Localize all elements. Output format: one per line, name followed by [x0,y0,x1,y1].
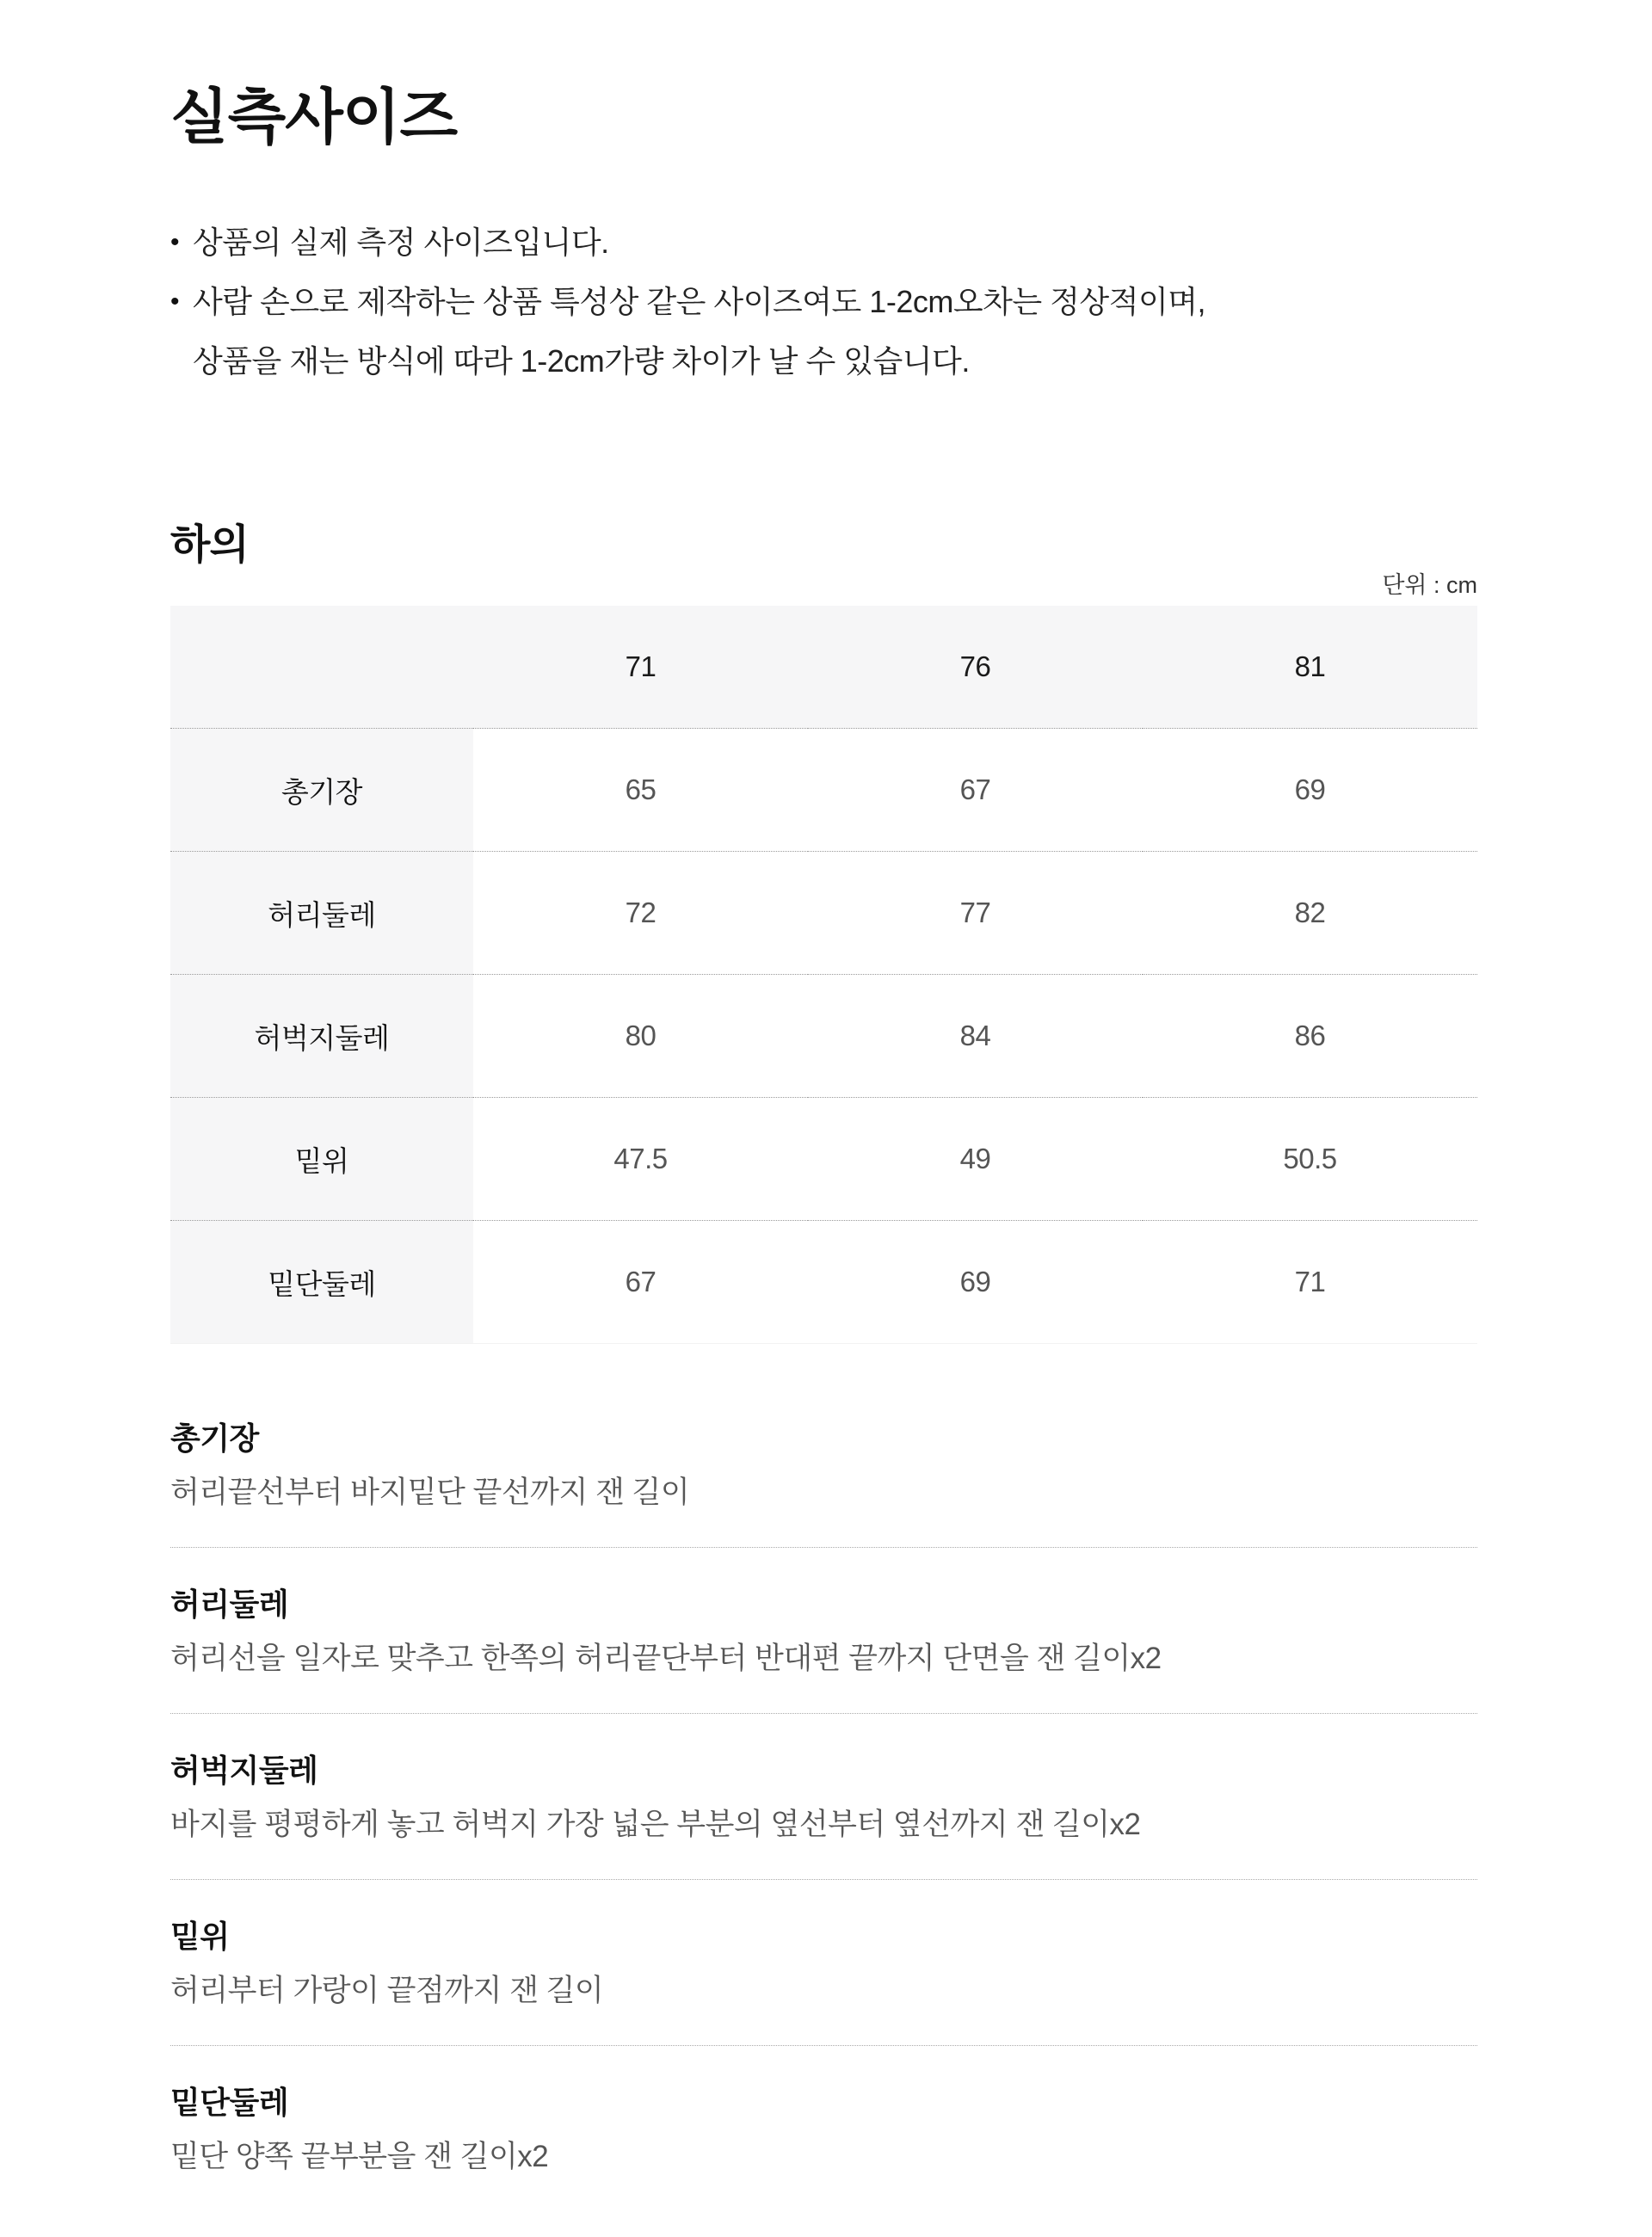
size-value: 47.5 [473,1098,808,1221]
definition-description: 허리끝선부터 바지밑단 끝선까지 잰 길이 [170,1476,690,1509]
definition-term: 허리둘레 [170,1587,289,1622]
row-label: 밑위 [170,1098,473,1221]
size-value: 67 [473,1221,808,1344]
definition-description: 바지를 평평하게 놓고 허벅지 가장 넓은 부분의 옆선부터 옆선까지 잰 길이x2 [170,1808,1141,1841]
size-value: 80 [473,975,808,1098]
column-header-size-76: 76 [808,606,1143,729]
size-value: 67 [808,729,1143,852]
size-value: 49 [808,1098,1143,1221]
notice-list [170,213,1477,391]
corner-cell [170,606,473,729]
notice-item-continuation: 상품을 재는 방식에 따라 1-2cm가량 차이가 날 수 있습니다. [193,343,970,379]
size-value: 77 [808,852,1143,975]
notice-item: • 사람 손으로 제작하는 상품 특성상 같은 사이즈여도 1-2cm오차는 정상적이며, [170,272,1477,331]
row-label: 허벅지둘레 [170,975,473,1098]
page-title: 실측사이즈 [170,83,458,151]
definition-term: 밑위 [170,1919,230,1954]
table-row [170,1098,1477,1221]
row-label: 총기장 [170,729,473,852]
column-header-size-81: 81 [1143,606,1477,729]
definition-term: 밑단둘레 [170,2085,289,2120]
definition-description: 허리부터 가랑이 끝점까지 잰 길이 [170,1974,604,2007]
table-row [170,1221,1477,1344]
definition-block [170,1587,1477,1714]
unit-label: 단위 : cm [1382,572,1477,598]
definition-description: 밑단 양쪽 끝부분을 잰 길이x2 [170,2140,549,2173]
definition-term: 총기장 [170,1420,259,1456]
definition-description: 허리선을 일자로 맞추고 한쪽의 허리끝단부터 반대편 끝까지 단면을 잰 길이x2 [170,1642,1162,1675]
column-header-size-71: 71 [473,606,808,729]
row-label: 밑단둘레 [170,1221,473,1344]
size-table-header-row [170,606,1477,729]
size-value: 50.5 [1143,1098,1477,1221]
size-value: 86 [1143,975,1477,1098]
definition-block [170,2086,1477,2211]
size-value: 69 [808,1221,1143,1344]
size-value: 82 [1143,852,1477,975]
size-value: 69 [1143,729,1477,852]
definition-block [170,1753,1477,1880]
size-value: 84 [808,975,1143,1098]
size-value: 65 [473,729,808,852]
table-row [170,729,1477,852]
definition-block [170,1421,1477,1548]
definition-term: 허벅지둘레 [170,1753,318,1788]
notice-item: • 상품의 실제 측정 사이즈입니다. [170,213,1477,272]
size-value: 72 [473,852,808,975]
table-row [170,852,1477,975]
table-row [170,975,1477,1098]
size-table [170,606,1477,1344]
size-value: 71 [1143,1221,1477,1344]
definition-block [170,1920,1477,2046]
measurement-definitions [170,1421,1477,2211]
row-label: 허리둘레 [170,852,473,975]
section-heading-bottoms: 하의 [170,522,249,568]
